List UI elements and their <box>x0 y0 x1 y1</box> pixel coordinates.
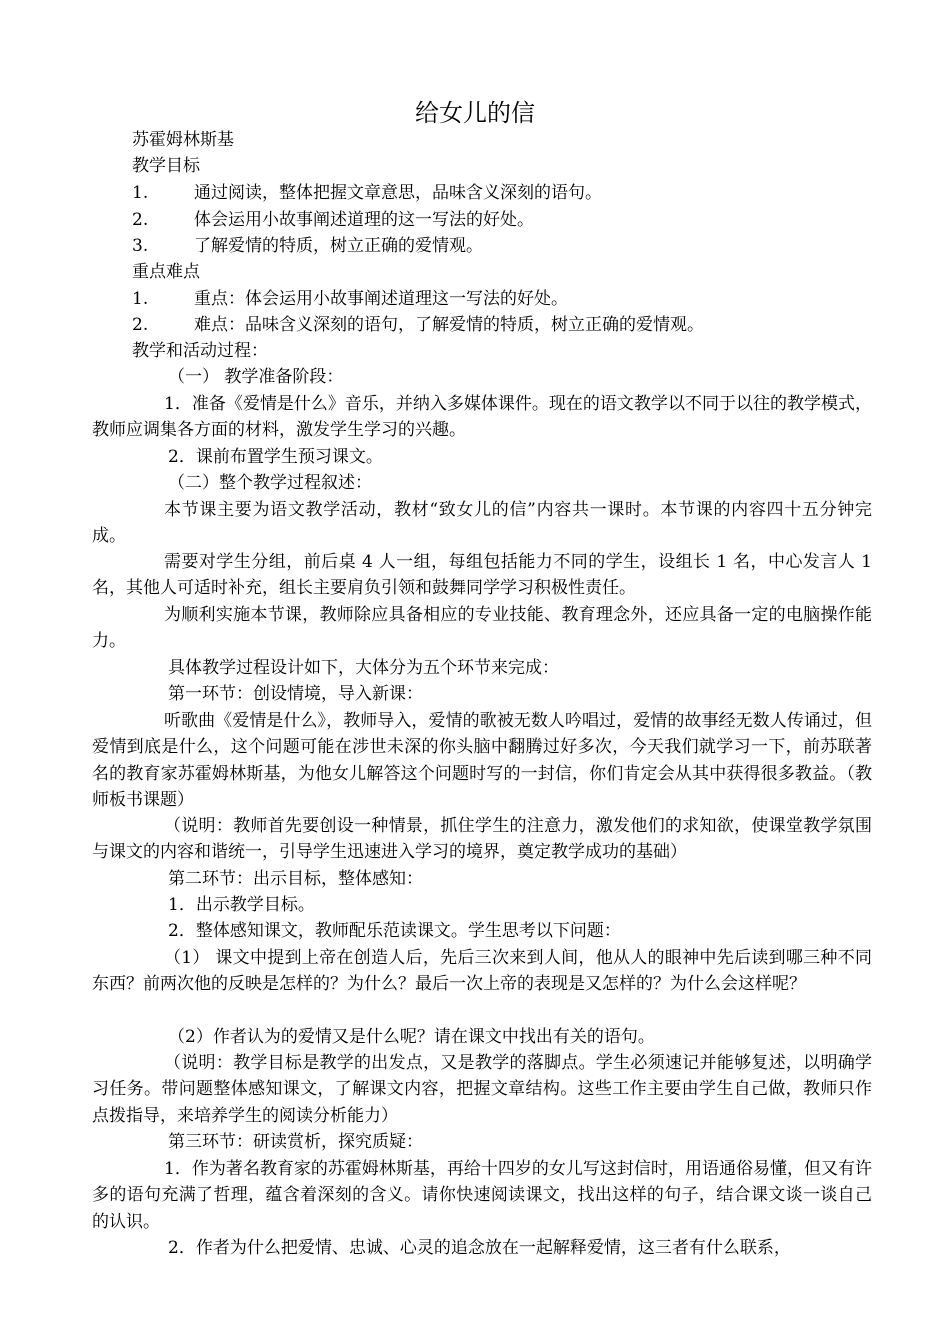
goal-text: 通过阅读，整体把握文章意思，品味含义深刻的语句。 <box>194 183 602 203</box>
goal-item <box>132 207 872 233</box>
stage-heading: （一） 教学准备阶段： <box>168 367 344 387</box>
paragraph: 2．课前布置学生预习课文。 <box>168 447 383 467</box>
question-paragraph: （1） 课文中提到上帝在创造人后，先后三次来到人间，他从人的眼神中先后读到哪三种不同东西？前两次他的反映是怎样的？为什么？最后一次上帝的表现是又怎样的？为什么会这样呢？ <box>92 948 872 995</box>
goal-number: 1. <box>132 183 149 203</box>
key-item <box>132 312 872 338</box>
paragraph: 为顺利实施本节课，教师除应具备相应的专业技能、教育理念外，还应具备一定的电脑操作能力。 <box>92 605 872 652</box>
process-heading: 教学和活动过程： <box>132 341 268 361</box>
step-heading: 第三环节：研读赏析，探究质疑： <box>168 1132 423 1152</box>
paragraph: 需要对学生分组，前后桌 4 人一组，每组包括能力不同的学生，设组长 1 名，中心发言人 1 名，其他人可适时补充，组长主要肩负引领和鼓舞同学学习积极性责任。 <box>92 552 872 599</box>
goal-number: 2. <box>132 210 149 230</box>
goal-text: 了解爱情的特质，树立正确的爱情观。 <box>194 236 483 256</box>
key-text: 重点：体会运用小故事阐述道理这一写法的好处。 <box>194 289 568 309</box>
goal-text: 体会运用小故事阐述道理的这一写法的好处。 <box>194 210 534 230</box>
step-heading: 第二环节：出示目标，整体感知： <box>168 869 423 889</box>
note-paragraph: （说明：教学目标是教学的出发点，又是教学的落脚点。学生必须速记并能够复述，以明确学习任务。带问题整体感知课文，了解课文内容，把握文章结构。这些工作主要由学生自己做，教师只作点拨指导，来培养学生的阅读分析能力） <box>92 1053 872 1126</box>
paragraph: 本节课主要为语文教学活动，教材“致女儿的信”内容共一课时。本节课的内容四十五分钟完成。 <box>92 500 872 547</box>
paragraph: 具体教学过程设计如下，大体分为五个环节来完成： <box>168 658 559 678</box>
paragraph: 听歌曲《爱情是什么》，教师导入，爱情的歌被无数人吟唱过，爱情的故事经无数人传诵过，但爱情到底是什么，这个问题可能在涉世未深的你头脑中翻腾过好多次，今天我们就学习一下，前苏联著名的教育家苏霍姆林斯基，为他女儿解答这个问题时写的一封信，你们肯定会从其中获得很多教益。（教师板书课题） <box>92 711 872 810</box>
paragraph: 2．作者为什么把爱情、忠诚、心灵的追念放在一起解释爱情，这三者有什么联系， <box>168 1238 791 1258</box>
key-item <box>132 286 872 312</box>
goal-number: 3. <box>132 236 149 256</box>
stage-heading: （二）整个教学过程叙述： <box>168 473 372 493</box>
step-heading: 第一环节：创设情境，导入新课： <box>168 684 423 704</box>
key-number: 1. <box>132 289 149 309</box>
paragraph: 1．准备《爱情是什么》音乐，并纳入多媒体课件。现在的语文教学以不同于以往的教学模式，教师应调集各方面的材料，激发学生学习的兴趣。 <box>92 394 872 441</box>
paragraph: 1．作为著名教育家的苏霍姆林斯基，再给十四岁的女儿写这封信时，用语通俗易懂，但又有许多的语句充满了哲理，蕴含着深刻的含义。请你快速阅读课文，找出这样的句子，结合课文谈一谈自己的认识。 <box>92 1159 872 1232</box>
goal-item <box>132 233 872 259</box>
goals-heading: 教学目标 <box>132 156 200 176</box>
note-paragraph: （说明：教师首先要创设一种情景，抓住学生的注意力，激发他们的求知欲，使课堂教学氛围与课文的内容和谐统一，引导学生迅速进入学习的境界，奠定教学成功的基础） <box>92 816 872 863</box>
key-heading: 重点难点 <box>132 262 200 282</box>
paragraph: 1．出示教学目标。 <box>168 895 315 915</box>
question-paragraph: （2）作者认为的爱情又是什么呢？请在课文中找出有关的语句。 <box>168 1027 655 1047</box>
paragraph: 2．整体感知课文，教师配乐范读课文。学生思考以下问题： <box>168 921 621 941</box>
document-title: 给女儿的信 <box>415 99 535 127</box>
key-text: 难点：品味含义深刻的语句，了解爱情的特质，树立正确的爱情观。 <box>194 315 704 335</box>
key-number: 2. <box>132 315 149 335</box>
author-line: 苏霍姆林斯基 <box>132 130 234 150</box>
goal-item <box>132 180 872 206</box>
